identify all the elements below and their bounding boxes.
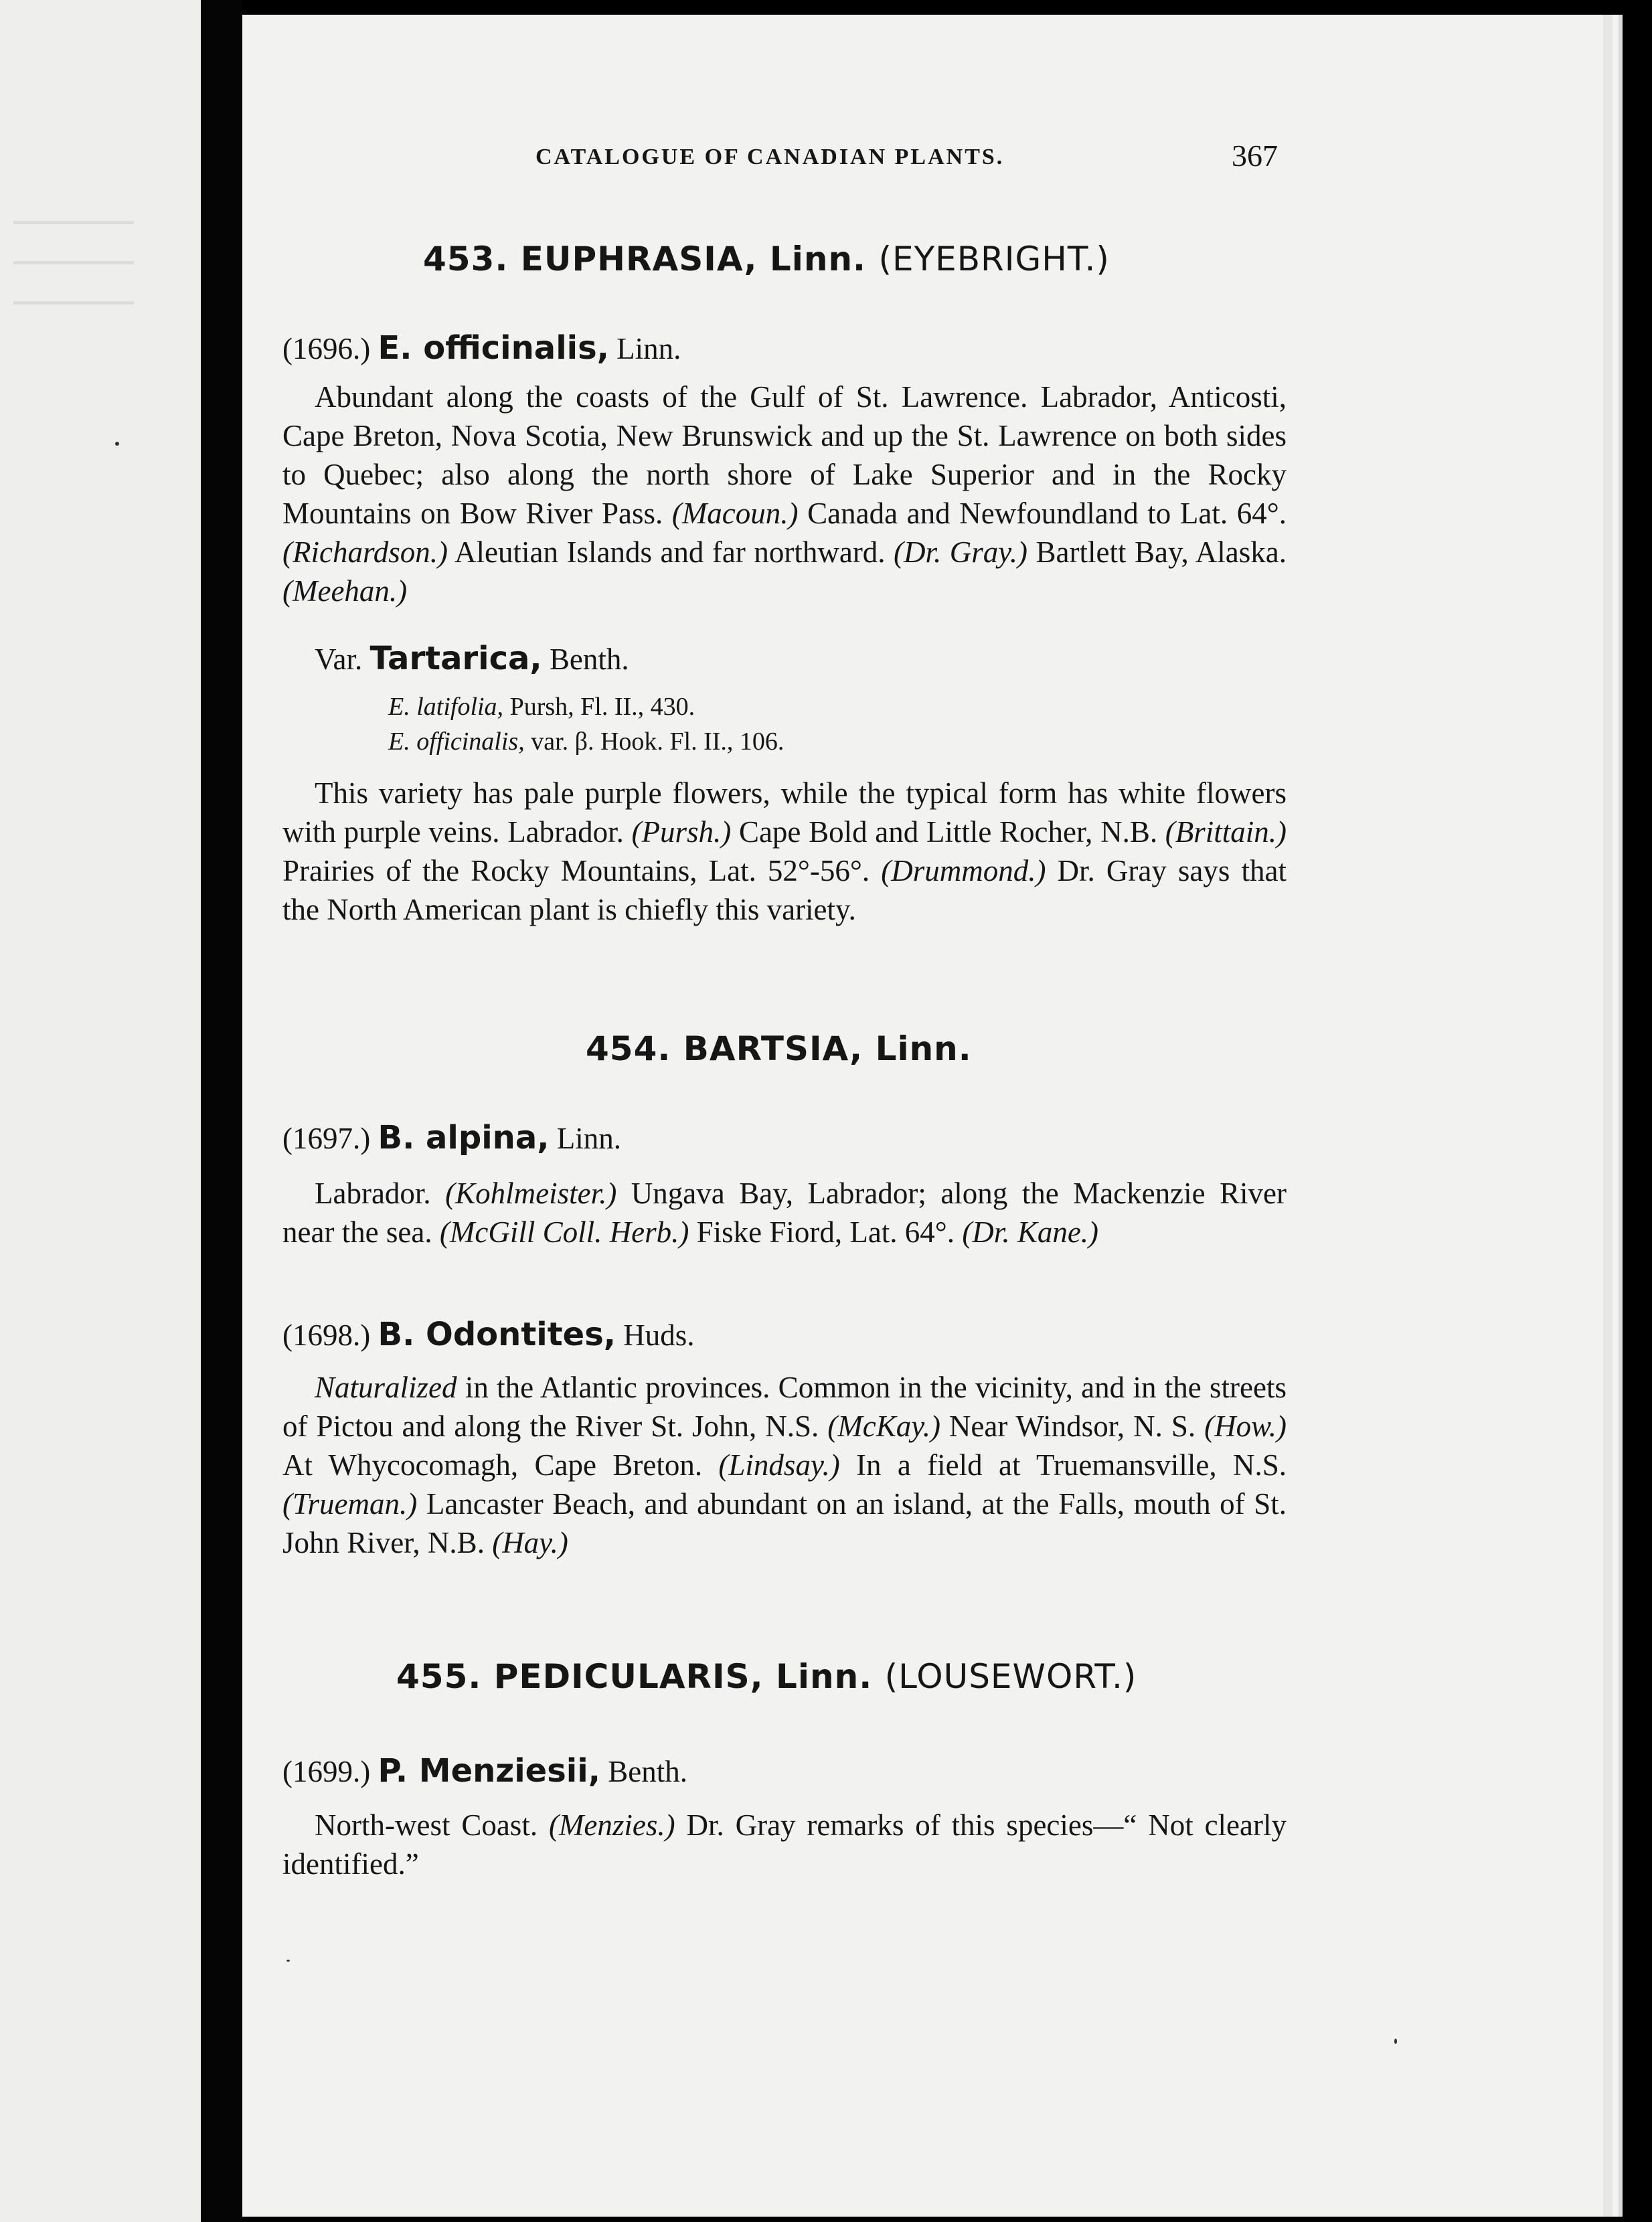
- variety-description: [282, 774, 1287, 929]
- citation: (Dr. Kane.): [962, 1215, 1099, 1249]
- text-run: Ungava Bay, Labrador; along the Mackenzie River near the sea.: [282, 1177, 1287, 1249]
- species-author: Huds.: [623, 1318, 695, 1352]
- species-entry-1698: [282, 1316, 695, 1353]
- text-run: Dr. Gray says that the North American plant is chiefly this variety.: [282, 854, 1287, 926]
- synonym: [388, 727, 784, 756]
- text-run: Lancaster Beach, and abundant on an island, at the Falls, mouth of St. John River, N.B.: [282, 1487, 1287, 1559]
- genus-heading-euphrasia: [423, 240, 1110, 278]
- synonym-reference: Pursh, Fl. II., 430.: [509, 693, 695, 721]
- citation: (Macoun.): [671, 497, 799, 530]
- book-gutter: [201, 0, 242, 2222]
- species-number: (1696.): [282, 332, 371, 365]
- text-run: At Whycocomagh, Cape Breton.: [282, 1448, 719, 1482]
- text-run: Abundant along the coasts of the Gulf of St. Lawrence. Labrador, Anticosti, Cape Breton, Nova Scotia, New Brunswick and up the St. Lawrence on both sides to Quebec; also along the north shore of Lake Superior and in the Rocky Mountains on Bow River Pass.: [282, 380, 1287, 530]
- genus-title: 454. BARTSIA, Linn.: [586, 1029, 972, 1068]
- citation: (Brittain.): [1165, 815, 1287, 849]
- species-name: E. officinalis,: [378, 329, 609, 367]
- common-name: (LOUSEWORT.): [884, 1657, 1137, 1696]
- citation: (McKay.): [827, 1409, 940, 1443]
- species-entry-1697: [282, 1119, 621, 1157]
- text-run: North-west Coast.: [315, 1808, 549, 1842]
- facing-page: [0, 0, 201, 2222]
- text-run: Near Windsor, N. S.: [940, 1409, 1205, 1443]
- citation: (Menzies.): [548, 1808, 675, 1842]
- citation: (Lindsay.): [718, 1448, 840, 1482]
- bleed-through-line: [13, 261, 134, 264]
- page-edge: [1603, 15, 1613, 2217]
- species-name: B. Odontites,: [378, 1316, 616, 1353]
- species-author: Linn.: [556, 1122, 621, 1155]
- species-description: [282, 1806, 1287, 1883]
- species-number: (1699.): [282, 1755, 371, 1788]
- genus-heading-bartsia: [586, 1029, 972, 1068]
- text-run: Dr. Gray remarks of this species—“ Not clearly identified.”: [282, 1808, 1287, 1881]
- text-run: This variety has pale purple flowers, while the typical form has white flowers with purple veins. Labrador.: [282, 776, 1287, 849]
- synonym: [388, 692, 695, 721]
- variety-author: Benth.: [549, 643, 629, 676]
- species-entry-1699: [282, 1752, 687, 1790]
- synonym-name: E. officinalis,: [388, 728, 525, 756]
- variety-prefix: Var.: [315, 643, 363, 676]
- species-author: Linn.: [616, 332, 681, 365]
- text-run: Cape Bold and Little Rocher, N.B.: [731, 815, 1165, 849]
- variety-entry: [315, 640, 629, 677]
- citation: (McGill Coll. Herb.): [439, 1215, 689, 1249]
- genus-title: 455. PEDICULARIS, Linn.: [396, 1657, 873, 1696]
- synonym-name: E. latifolia,: [388, 693, 504, 721]
- text-run: Aleutian Islands and far northward.: [448, 535, 894, 569]
- citation: (Richardson.): [282, 535, 448, 569]
- variety-name: Tartarica,: [369, 640, 542, 677]
- citation: (Kohlmeister.): [445, 1177, 617, 1210]
- species-name: B. alpina,: [378, 1119, 550, 1157]
- text-run: In a field at Truemansville, N.S.: [839, 1448, 1287, 1482]
- citation: (How.): [1204, 1409, 1287, 1443]
- species-description: [282, 377, 1287, 610]
- text-run: Fiske Fiord, Lat. 64°.: [689, 1215, 963, 1249]
- genus-title: 453. EUPHRASIA, Linn.: [423, 240, 867, 278]
- synonym-reference: var. β. Hook. Fl. II., 106.: [531, 728, 784, 756]
- running-title: CATALOGUE OF CANADIAN PLANTS.: [535, 145, 1005, 169]
- species-number: (1698.): [282, 1318, 371, 1352]
- common-name: (EYEBRIGHT.): [878, 240, 1110, 278]
- species-name: P. Menziesii,: [378, 1752, 600, 1790]
- text-run-italic: Naturalized: [315, 1371, 457, 1404]
- citation: (Meehan.): [282, 574, 408, 608]
- text-run: in the Atlantic provinces. Common in the vicinity, and in the streets of Pictou and along the River St. John, N.S.: [282, 1371, 1287, 1443]
- citation: (Dr. Gray.): [894, 535, 1028, 569]
- text-run: Canada and Newfoundland to Lat. 64°.: [798, 497, 1287, 530]
- citation: (Hay.): [492, 1526, 568, 1559]
- species-author: Benth.: [608, 1755, 687, 1788]
- species-description: [282, 1174, 1287, 1252]
- text-run: Bartlett Bay, Alaska.: [1027, 535, 1287, 569]
- speck: [286, 1960, 290, 1962]
- page-edge: [1619, 15, 1623, 2217]
- citation: (Trueman.): [282, 1487, 418, 1521]
- species-entry-1696: [282, 329, 681, 367]
- citation: (Drummond.): [881, 854, 1046, 887]
- text-run: Labrador.: [315, 1177, 446, 1210]
- bleed-through-line: [13, 221, 134, 224]
- bleed-through-line: [13, 301, 134, 305]
- genus-heading-pedicularis: [396, 1657, 1137, 1696]
- species-description: [282, 1368, 1287, 1562]
- speck: [115, 442, 119, 446]
- citation: (Pursh.): [631, 815, 732, 849]
- species-number: (1697.): [282, 1122, 371, 1155]
- page-number: 367: [1232, 139, 1278, 173]
- speck: [1394, 2039, 1397, 2044]
- text-run: Prairies of the Rocky Mountains, Lat. 52°-56°.: [282, 854, 882, 887]
